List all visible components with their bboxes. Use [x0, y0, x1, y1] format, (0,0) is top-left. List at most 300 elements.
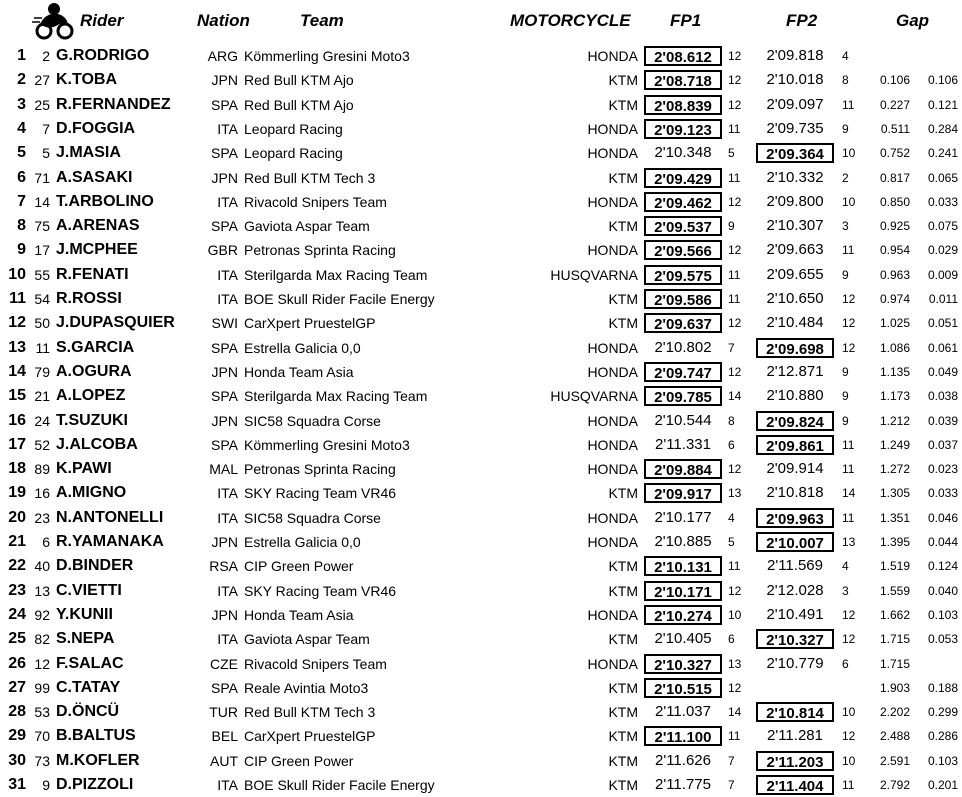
motorcycle: KTM [608, 752, 638, 769]
position: 30 [8, 751, 26, 769]
nation: BEL [211, 728, 238, 745]
nation: ARG [207, 48, 238, 64]
fp2-time: 2'10.018 [766, 71, 824, 89]
rider-number: 82 [34, 631, 50, 648]
fp2-laps: 10 [842, 194, 856, 209]
fp2-laps: 11 [842, 97, 855, 112]
rider-number: 11 [35, 339, 50, 356]
fp2-time: 2'09.914 [766, 460, 824, 478]
fp1-time: 2'09.884 [644, 459, 722, 479]
rider-number: 92 [34, 606, 50, 623]
gap-to-previous: 0.011 [928, 292, 958, 306]
gap-to-previous: 0.286 [927, 729, 958, 744]
fp1-time: 2'10.544 [654, 411, 712, 429]
gap-to-previous: 0.046 [927, 510, 958, 525]
fp2-laps: 9 [842, 121, 849, 136]
fp1-time: 2'09.637 [644, 313, 722, 333]
rider-number: 50 [34, 315, 50, 332]
rider-name: F.SALAC [56, 654, 124, 672]
fp1-time: 2'10.177 [654, 508, 712, 526]
fp1-laps: 11 [728, 292, 741, 306]
table-row [0, 627, 962, 651]
motorcycle: KTM [608, 679, 638, 696]
position: 31 [8, 776, 26, 793]
rider-number: 54 [34, 291, 50, 307]
team-name: SIC58 Squadra Corse [244, 412, 381, 429]
fp2-time: 2'10.818 [766, 484, 824, 502]
table-row [0, 700, 962, 724]
motorcycle: HONDA [587, 120, 638, 137]
rider-number: 25 [34, 96, 50, 113]
gap-to-previous: 0.053 [927, 632, 958, 647]
position: 20 [8, 508, 26, 526]
fp1-laps: 4 [728, 510, 735, 525]
fp1-time: 2'10.802 [654, 338, 712, 356]
gap-to-first: 0.925 [879, 219, 910, 234]
nation: ITA [217, 266, 238, 283]
rider-number: 73 [34, 752, 50, 769]
team-name: Estrella Galicia 0,0 [244, 534, 361, 550]
team-name: Sterilgarda Max Racing Team [244, 388, 428, 405]
table-row [0, 409, 962, 433]
motorcycle: KTM [608, 485, 638, 502]
team-name: CarXpert PruestelGP [244, 315, 376, 332]
fp1-laps: 14 [728, 705, 742, 720]
fp2-time: 2'09.824 [756, 411, 834, 431]
fp2-laps: 11 [842, 462, 855, 477]
fp1-laps: 12 [728, 243, 742, 258]
gap-to-first: 1.715 [879, 632, 910, 647]
fp1-laps: 6 [728, 632, 735, 647]
fp1-laps: 6 [728, 437, 735, 452]
nation: JPN [211, 72, 238, 89]
table-row [0, 773, 962, 797]
fp1-time: 2'11.100 [644, 726, 722, 746]
gap-to-previous: 0.106 [927, 73, 958, 88]
fp2-laps: 12 [842, 316, 856, 331]
team-name: Petronas Sprinta Racing [244, 242, 396, 259]
rider-name: D.PIZZOLI [56, 776, 134, 793]
fp1-laps: 12 [728, 316, 742, 331]
nation: SPA [211, 388, 238, 405]
fp2-laps: 2 [842, 170, 849, 185]
table-row [0, 93, 962, 117]
motorcycle: HONDA [587, 48, 638, 64]
nation: GBR [207, 242, 238, 259]
rider-number: 14 [34, 193, 50, 210]
table-row [0, 652, 962, 676]
rider-name: A.SASAKI [56, 168, 133, 186]
gap-to-first: 1.519 [879, 559, 910, 574]
fp2-laps: 8 [842, 73, 849, 88]
nation: TUR [209, 704, 238, 721]
table-row [0, 190, 962, 214]
gap-to-first: 0.963 [879, 267, 910, 282]
rider-number: 9 [42, 777, 50, 793]
fp1-laps: 8 [728, 413, 735, 428]
fp1-laps: 13 [728, 486, 742, 501]
rider-name: A.OGURA [56, 362, 132, 380]
fp2-time: 2'10.491 [766, 605, 824, 623]
motorcycle: KTM [608, 218, 638, 235]
team-name: Petronas Sprinta Racing [244, 461, 396, 478]
gap-to-first: 0.752 [879, 146, 910, 161]
gap-to-previous: 0.009 [927, 267, 958, 282]
nation: JPN [211, 412, 238, 429]
fp2-time: 2'09.698 [756, 338, 834, 358]
team-name: BOE Skull Rider Facile Energy [244, 777, 435, 793]
table-header [0, 0, 962, 42]
fp2-time: 2'10.779 [766, 654, 824, 672]
position: 25 [8, 630, 26, 648]
rider-name: D.ÖNCÜ [56, 703, 120, 721]
rider-name: A.ARENAS [56, 217, 140, 235]
table-row [0, 336, 962, 360]
rider-number: 75 [34, 218, 50, 235]
gap-to-first: 1.025 [879, 316, 910, 331]
rider-number: 53 [34, 704, 50, 721]
fp1-time: 2'09.537 [644, 216, 722, 236]
table-row [0, 238, 962, 262]
team-name: CarXpert PruestelGP [244, 728, 376, 745]
motorcycle: HONDA [587, 534, 638, 550]
fp2-laps: 11 [842, 510, 855, 525]
fp1-laps: 11 [728, 559, 741, 574]
nation: SPA [211, 679, 238, 696]
table-row [0, 530, 962, 554]
fp1-time: 2'10.171 [644, 581, 722, 601]
team-name: CIP Green Power [244, 752, 354, 769]
rider-name: A.LOPEZ [56, 387, 126, 405]
rider-name: R.FENATI [56, 265, 129, 283]
fp1-laps: 12 [728, 583, 742, 598]
gap-to-previous: 0.051 [927, 316, 958, 331]
fp2-time: 2'10.307 [766, 217, 824, 235]
team-name: BOE Skull Rider Facile Energy [244, 291, 435, 307]
fp2-laps: 14 [842, 486, 856, 501]
table-row [0, 117, 962, 141]
fp2-time: 2'11.203 [756, 751, 834, 771]
fp1-laps: 7 [728, 753, 735, 768]
motorcycle: KTM [608, 169, 638, 186]
rider-number: 55 [34, 266, 50, 283]
position: 19 [8, 484, 26, 502]
gap-to-first: 0.106 [879, 73, 910, 88]
gap-to-previous: 0.121 [927, 97, 958, 112]
team-name: Red Bull KTM Ajo [244, 72, 354, 89]
fp1-time: 2'09.747 [644, 362, 722, 382]
gap-to-previous: 0.188 [927, 680, 958, 695]
rider-number: 21 [34, 388, 50, 405]
position: 4 [17, 119, 26, 137]
position: 13 [8, 338, 26, 356]
rider-number: 16 [34, 485, 50, 502]
table-row [0, 214, 962, 238]
fp1-laps: 7 [728, 340, 735, 355]
table-row [0, 384, 962, 408]
motorcycle: HONDA [587, 436, 638, 453]
position: 9 [17, 241, 26, 259]
fp1-time: 2'10.131 [644, 556, 722, 576]
header-nation: Nation [197, 11, 250, 30]
fp1-time: 2'08.612 [644, 46, 722, 66]
gap-to-previous: 0.038 [927, 389, 958, 404]
fp2-time: 2'11.404 [756, 775, 834, 795]
motorcycle: KTM [608, 291, 638, 307]
rider-name: R.YAMANAKA [56, 533, 164, 550]
fp2-time: 2'10.007 [756, 532, 834, 552]
fp1-laps: 5 [728, 146, 735, 161]
fp2-time: 2'10.814 [756, 702, 834, 722]
fp1-laps: 12 [728, 680, 742, 695]
motorcycle: KTM [608, 777, 638, 793]
gap-to-first: 1.662 [879, 607, 910, 622]
fp1-laps: 14 [728, 389, 742, 404]
rider-number: 79 [34, 363, 50, 380]
fp1-time: 2'09.917 [644, 483, 722, 503]
gap-to-previous: 0.044 [927, 535, 958, 549]
rider-number: 2 [42, 48, 50, 64]
fp2-laps: 11 [842, 243, 855, 258]
rider-name: J.MCPHEE [56, 241, 138, 259]
gap-to-previous: 0.241 [927, 146, 958, 161]
motorcycle: HONDA [587, 412, 638, 429]
fp2-laps: 11 [842, 778, 855, 792]
rider-name: K.TOBA [56, 71, 118, 89]
fp2-laps: 4 [842, 49, 849, 63]
position: 2 [17, 71, 26, 89]
gap-to-previous: 0.023 [927, 462, 958, 477]
gap-to-previous: 0.061 [927, 340, 958, 355]
fp2-laps: 9 [842, 389, 849, 404]
motorcycle: KTM [608, 631, 638, 648]
team-name: SKY Racing Team VR46 [244, 582, 397, 599]
fp1-laps: 7 [728, 778, 735, 792]
nation: ITA [217, 485, 238, 502]
motorcycle: HONDA [587, 606, 638, 623]
gap-to-previous: 0.029 [927, 243, 958, 258]
gap-to-previous: 0.033 [927, 486, 958, 501]
position: 3 [17, 95, 26, 113]
motorcycle: KTM [608, 72, 638, 89]
fp1-laps: 11 [728, 267, 741, 282]
motorcycle: KTM [608, 96, 638, 113]
rider-name: Y.KUNII [56, 605, 113, 623]
gap-to-first: 1.305 [879, 486, 910, 501]
rider-name: M.KOFLER [56, 751, 140, 769]
fp1-time: 2'09.429 [644, 168, 722, 188]
rider-name: J.DUPASQUIER [56, 314, 175, 332]
team-name: Gaviota Aspar Team [244, 218, 370, 235]
motorcycle: KTM [608, 558, 638, 575]
table-row [0, 579, 962, 603]
gap-to-previous: 0.065 [927, 170, 958, 185]
fp2-time: 2'12.871 [766, 362, 824, 380]
motorcycle-rider-icon [32, 0, 76, 40]
position: 27 [8, 678, 26, 696]
fp1-time: 2'11.775 [655, 776, 711, 793]
gap-to-first: 2.591 [879, 753, 910, 768]
fp2-laps: 9 [842, 364, 849, 379]
nation: AUT [210, 752, 238, 769]
gap-to-previous: 0.103 [927, 607, 958, 622]
fp1-time: 2'09.575 [644, 265, 722, 285]
rider-name: G.RODRIGO [56, 47, 150, 64]
table-row [0, 287, 962, 311]
rider-number: 71 [34, 169, 50, 186]
table-row [0, 166, 962, 190]
gap-to-previous: 0.103 [927, 753, 958, 768]
rider-name: B.BALTUS [56, 727, 136, 745]
motorcycle: HONDA [587, 363, 638, 380]
table-row [0, 457, 962, 481]
team-name: Rivacold Snipers Team [244, 655, 387, 672]
fp2-laps: 11 [842, 437, 855, 452]
header-fp1: FP1 [670, 11, 702, 30]
nation: CZE [210, 655, 238, 672]
fp2-laps: 12 [842, 292, 856, 306]
team-name: Red Bull KTM Tech 3 [244, 169, 376, 186]
position: 28 [8, 703, 26, 721]
rider-number: 24 [34, 412, 50, 429]
fp1-laps: 13 [728, 656, 742, 671]
team-name: Kömmerling Gresini Moto3 [244, 48, 410, 64]
position: 10 [8, 265, 26, 283]
team-name: SKY Racing Team VR46 [244, 485, 397, 502]
nation: SPA [211, 96, 238, 113]
table-row [0, 433, 962, 457]
nation: ITA [217, 291, 238, 307]
rider-name: J.MASIA [56, 144, 121, 162]
fp2-time: 2'09.800 [766, 192, 824, 210]
rider-number: 23 [34, 509, 50, 526]
fp1-time: 2'11.331 [655, 435, 711, 453]
gap-to-first: 2.792 [879, 778, 910, 792]
team-name: Leopard Racing [244, 120, 343, 137]
table-row [0, 554, 962, 578]
position: 23 [8, 581, 26, 599]
rider-number: 13 [34, 582, 50, 599]
rider-name: D.BINDER [56, 557, 134, 575]
rider-name: K.PAWI [56, 460, 112, 478]
nation: ITA [217, 582, 238, 599]
motorcycle: KTM [608, 582, 638, 599]
gap-to-first: 1.249 [879, 437, 910, 452]
rider-number: 99 [34, 679, 50, 696]
rider-name: A.MIGNO [56, 484, 127, 502]
fp1-time: 2'11.037 [655, 703, 711, 721]
fp2-laps: 3 [842, 583, 849, 598]
fp2-time: 2'10.650 [766, 290, 824, 307]
nation: JPN [211, 606, 238, 623]
header-rider: Rider [80, 11, 124, 30]
fp2-laps: 12 [842, 340, 856, 355]
fp2-laps: 10 [842, 705, 856, 720]
gap-to-previous: 0.201 [927, 778, 958, 792]
team-name: SIC58 Squadra Corse [244, 509, 381, 526]
gap-to-first: 0.511 [880, 121, 910, 136]
rider-name: R.ROSSI [56, 290, 122, 307]
fp2-laps: 12 [842, 607, 856, 622]
position: 14 [8, 362, 26, 380]
fp1-laps: 11 [728, 121, 741, 136]
position: 8 [17, 217, 26, 235]
gap-to-previous: 0.124 [927, 559, 958, 574]
table-row [0, 481, 962, 505]
table-row [0, 360, 962, 384]
team-name: Leopard Racing [244, 145, 343, 162]
table-row [0, 44, 962, 68]
gap-to-first: 1.395 [879, 535, 910, 549]
fp2-laps: 13 [842, 535, 856, 549]
gap-to-previous: 0.039 [927, 413, 958, 428]
motorcycle: KTM [608, 704, 638, 721]
fp1-time: 2'11.626 [655, 751, 711, 769]
gap-to-first: 0.954 [879, 243, 910, 258]
position: 6 [17, 168, 26, 186]
gap-to-previous: 0.075 [927, 219, 958, 234]
motorcycle: HUSQVARNA [550, 388, 638, 405]
rider-name: S.NEPA [56, 630, 115, 648]
fp2-time: 2'09.655 [766, 265, 824, 283]
gap-to-first: 1.173 [879, 389, 910, 404]
fp2-laps: 3 [842, 219, 849, 234]
gap-to-first: 0.817 [879, 170, 910, 185]
rider-number: 5 [42, 145, 50, 162]
fp2-time: 2'09.364 [756, 143, 834, 163]
table-row [0, 263, 962, 287]
fp1-laps: 12 [728, 97, 742, 112]
fp1-time: 2'09.462 [644, 192, 722, 212]
position: 24 [8, 605, 26, 623]
team-name: Red Bull KTM Tech 3 [244, 704, 376, 721]
nation: ITA [217, 777, 238, 793]
fp2-laps: 10 [842, 753, 856, 768]
rider-name: C.TATAY [56, 678, 121, 696]
fp2-time: 2'09.861 [756, 435, 834, 455]
nation: RSA [209, 558, 238, 575]
rider-name: C.VIETTI [56, 581, 122, 599]
fp1-laps: 9 [728, 219, 735, 234]
rider-name: S.GARCIA [56, 338, 135, 356]
position: 11 [9, 290, 26, 307]
gap-to-first: 1.272 [879, 462, 910, 477]
fp1-laps: 12 [728, 462, 742, 477]
fp2-time: 2'09.097 [766, 95, 824, 113]
fp2-laps: 9 [842, 267, 849, 282]
fp1-laps: 12 [728, 73, 742, 88]
position: 26 [8, 654, 26, 672]
team-name: Sterilgarda Max Racing Team [244, 266, 428, 283]
gap-to-first: 2.202 [879, 705, 910, 720]
fp2-time: 2'10.327 [756, 629, 834, 649]
fp1-laps: 5 [728, 535, 735, 549]
nation: ITA [217, 120, 238, 137]
gap-to-first: 0.974 [879, 292, 910, 306]
table-row [0, 141, 962, 165]
fp1-laps: 12 [728, 49, 742, 63]
rider-number: 6 [42, 534, 50, 550]
gap-to-first: 1.715 [879, 656, 910, 671]
motorcycle: HONDA [587, 509, 638, 526]
nation: ITA [217, 509, 238, 526]
rider-number: 52 [34, 436, 50, 453]
gap-to-previous: 0.037 [927, 437, 958, 452]
fp1-time: 2'09.566 [644, 240, 722, 260]
nation: JPN [211, 169, 238, 186]
position: 7 [17, 192, 26, 210]
fp2-laps: 4 [842, 559, 849, 574]
